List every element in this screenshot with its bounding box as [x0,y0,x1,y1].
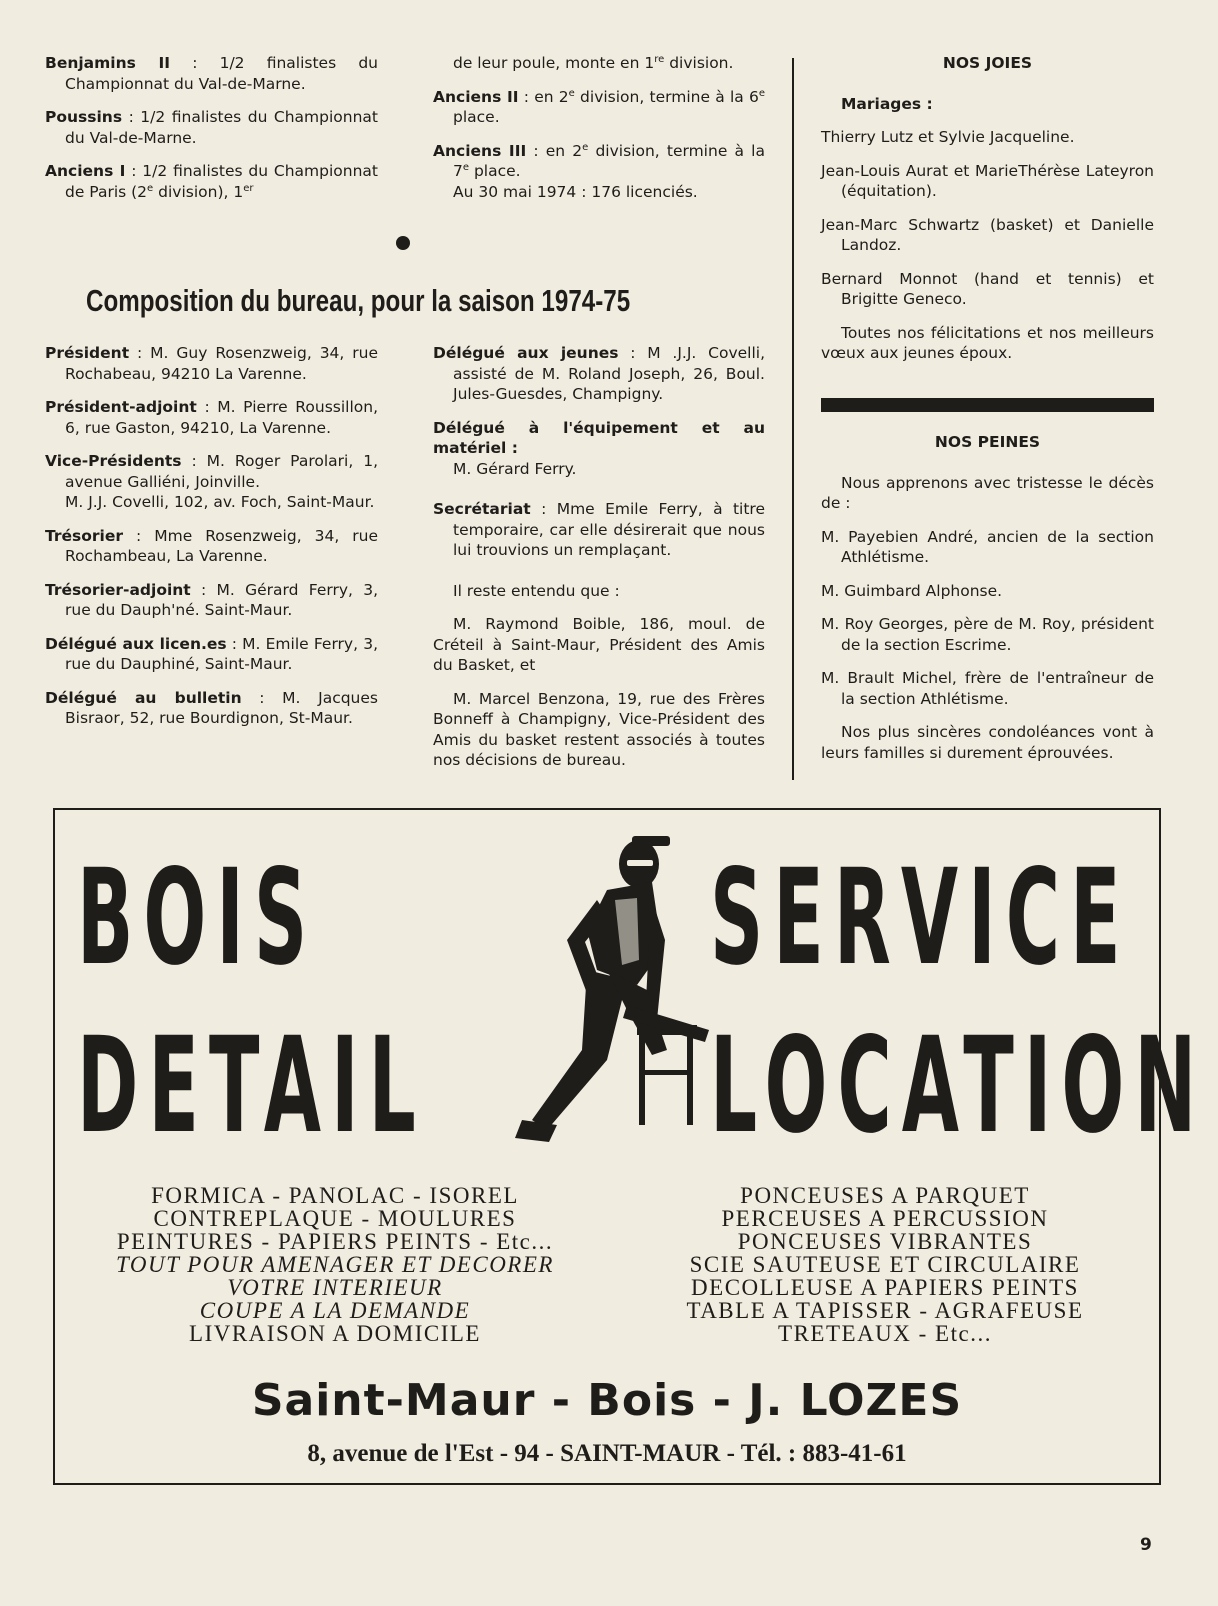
section-separator-bar [821,398,1154,412]
mariage-3: Jean-Marc Schwartz (basket) et Danielle Landoz. [821,215,1154,254]
text: place. [453,108,500,126]
bureau-tresorier [45,526,378,567]
label: Délégué aux jeunes [433,344,619,362]
mariage-4: Bernard Monnot (hand et tennis) et Brigitte Geneco. [821,269,1154,308]
bureau-bulletin [45,688,378,729]
result-poussins [45,107,378,148]
label: Président-adjoint [45,398,197,416]
sup: e [758,87,765,99]
text: : M. Jacques Bisraor, 52, rue Bourdignon, St-Maur. [65,688,378,727]
ad-right-list [635,1184,1135,1345]
result-anciens-3 [433,141,765,182]
benzona-note: M. Marcel Benzona, 19, rue des Frères Bonneff à Champigny, Vice-Président des Amis du basket restent associés à toutes nos décisions de bureau. [433,689,765,769]
text: division), 1 [153,182,244,201]
text: : 1/2 finalistes du Championnat du Val-de-Marne. [65,108,378,147]
text: : M. Guy Rosenzweig, 34, rue Rochabeau, 94210 La Varenne. [65,344,378,383]
ad-right-line: PONCEUSES A PARQUET [740,1183,1030,1208]
text: de leur poule, monte en 1 [453,54,655,72]
felicitations: Toutes nos félicitations et nos meilleurs vœux aux jeunes époux. [821,323,1154,362]
ad-left-italic-line: TOUT POUR AMENAGER ET DECORER [116,1252,554,1277]
column-1 [45,53,378,215]
nos-joies-heading: NOS JOIES [942,54,1033,72]
text: : Mme Emile Ferry, à titre temporaire, car elle désirerait que nous lui trouvions un remplaçant. [453,500,765,559]
label: Anciens III [433,141,527,160]
label: Anciens I [45,162,126,180]
label: Trésorier-adjoint [45,580,191,599]
carpenter-illustration [487,820,717,1160]
bureau-president-adjoint [45,397,378,438]
text: : en 2 [518,87,569,106]
deces-1: M. Payebien André, ancien de la section Athlétisme. [821,527,1154,566]
label: : [921,94,933,113]
mariages-label [821,94,1154,115]
text: : en 2 [526,141,583,160]
bureau-president [45,343,378,384]
ad-left-line: PEINTURES - PAPIERS PEINTS - Etc... [116,1229,554,1254]
ad-address: 8, avenue de l'Est - 94 - SAINT-MAUR - Tél. : 883-41-61 [307,1440,907,1467]
label: Mariages [841,94,922,113]
label: Délégué au bulletin [45,688,242,707]
ad-word-detail: DETAIL [77,1009,426,1163]
reste-entendu: Il reste entendu que : [453,581,620,600]
text: division. [664,54,734,72]
text: : 1/2 finalistes du Championnat du Val-de-Marne. [65,54,378,93]
sup: e [582,141,589,153]
licencies-count: Au 30 mai 1974 : 176 licenciés. [453,182,698,201]
ad-right-line: DECOLLEUSE A PAPIERS PEINTS [691,1275,1079,1300]
text: : M. Roger Parolari, 1, avenue Galliéni, Joinville. [65,452,378,491]
nos-peines-heading: NOS PEINES [934,433,1041,451]
ad-left-list [75,1184,595,1345]
ad-left-italic-line: COUPE A LA DEMANDE [199,1298,471,1323]
ad-right-line: TABLE A TAPISSER - AGRAFEUSE [686,1298,1084,1323]
label: Président [45,344,130,362]
advertisement-box [53,808,1207,1485]
boible-note: M. Raymond Boible, 186, moul. de Créteil à Saint-Maur, Président des Amis du Basket, et [433,615,765,674]
label: Trésorier [45,526,124,545]
ad-left-line: FORMICA - PANOLAC - ISOREL [151,1183,519,1208]
nos-peines-block [821,432,1154,776]
ad-word-location: LOCATION [710,1009,1207,1163]
ad-right-line: TRETEAUX - Etc... [778,1321,992,1346]
bullet-dot [396,236,410,250]
ad-right-line: PONCEUSES VIBRANTES [737,1229,1033,1254]
sup: er [243,182,254,194]
page-number: 9 [1140,1535,1152,1555]
sup: e [568,87,575,99]
label: Vice-Présidents [45,452,182,470]
mariage-2: Jean-Louis Aurat et MarieThérèse Lateyron (équitation). [821,161,1154,200]
deces-4: M. Brault Michel, frère de l'entraîneur de la section Athlétisme. [821,669,1154,708]
bureau-tresorier-adjoint [45,580,378,621]
label: Délégué à l'équipement et au matériel : [433,418,765,457]
result-benjamins [45,53,378,94]
sup: e [147,182,154,194]
column-divider [792,58,794,780]
continuation [433,53,765,74]
ad-left-italic-line: VOTRE INTERIEUR [227,1275,443,1300]
ad-right-line: PERCEUSES A PERCUSSION [721,1206,1049,1231]
bureau-licences [45,634,378,675]
mariage-1: Thierry Lutz et Sylvie Jacqueline. [821,128,1075,146]
ad-right-line: SCIE SAUTEUSE ET CIRCULAIRE [689,1252,1081,1277]
bureau-equipement-label [433,418,765,459]
bureau-vice-presidents-2: M. J.J. Covelli, 102, av. Foch, Saint-Maur. [65,493,375,511]
ad-brand-name: Saint-Maur - Bois - J. LOZES [251,1375,963,1426]
deces-3: M. Roy Georges, père de M. Roy, président de la section Escrime. [821,615,1154,654]
section-title: Composition du bureau, pour la saison 1974-75 [86,283,631,318]
text: division, termine à la 6 [574,87,759,106]
ad-left-line: CONTREPLAQUE - MOULURES [153,1206,517,1231]
result-anciens-1 [45,161,378,202]
ad-word-service: SERVICE [710,841,1131,995]
bureau-left-column [45,343,378,742]
text: : 1/2 finalistes du Championnat de Paris (2 [65,162,378,201]
label: Benjamins II [45,54,171,72]
text: division, termine à la 7 [453,141,765,180]
text: : M. Pierre Roussillon, 6, rue Gaston, 94210, La Varenne. [65,398,378,437]
label: Secrétariat [433,500,531,518]
label: Anciens II [433,87,519,106]
text: : M. Gérard Ferry, 3, rue du Dauph'né. Saint-Maur. [65,580,378,619]
bureau-right-column [433,343,765,784]
column-3 [821,53,1154,377]
condoleances: Nos plus sincères condoléances vont à leurs familles si durement éprouvées. [821,723,1154,762]
label: Poussins [45,108,123,126]
bureau-jeunes [433,343,765,405]
sup: re [654,53,665,65]
text: : Mme Rosenzweig, 34, rue Rochambeau, La Varenne. [65,526,378,565]
bureau-equipement-name: M. Gérard Ferry. [453,459,577,478]
ad-word-bois: BOIS [77,841,318,995]
column-2 [433,53,765,215]
bureau-vice-presidents [45,451,378,492]
ad-left-line: LIVRAISON A DOMICILE [189,1321,481,1346]
label: Délégué aux licen.es [45,634,227,653]
peines-intro: Nous apprenons avec tristesse le décès de : [821,473,1154,512]
text: place. [469,162,521,180]
result-anciens-2 [433,87,765,128]
bureau-secretariat [433,499,765,561]
sup: e [462,161,470,173]
text: : M. Emile Ferry, 3, rue du Dauphiné, Saint-Maur. [65,634,378,673]
text: : M .J.J. Covelli, assisté de M. Roland Joseph, 26, Boul. Jules-Guesdes, Champigny. [453,344,765,403]
deces-2: M. Guimbard Alphonse. [821,581,1003,600]
